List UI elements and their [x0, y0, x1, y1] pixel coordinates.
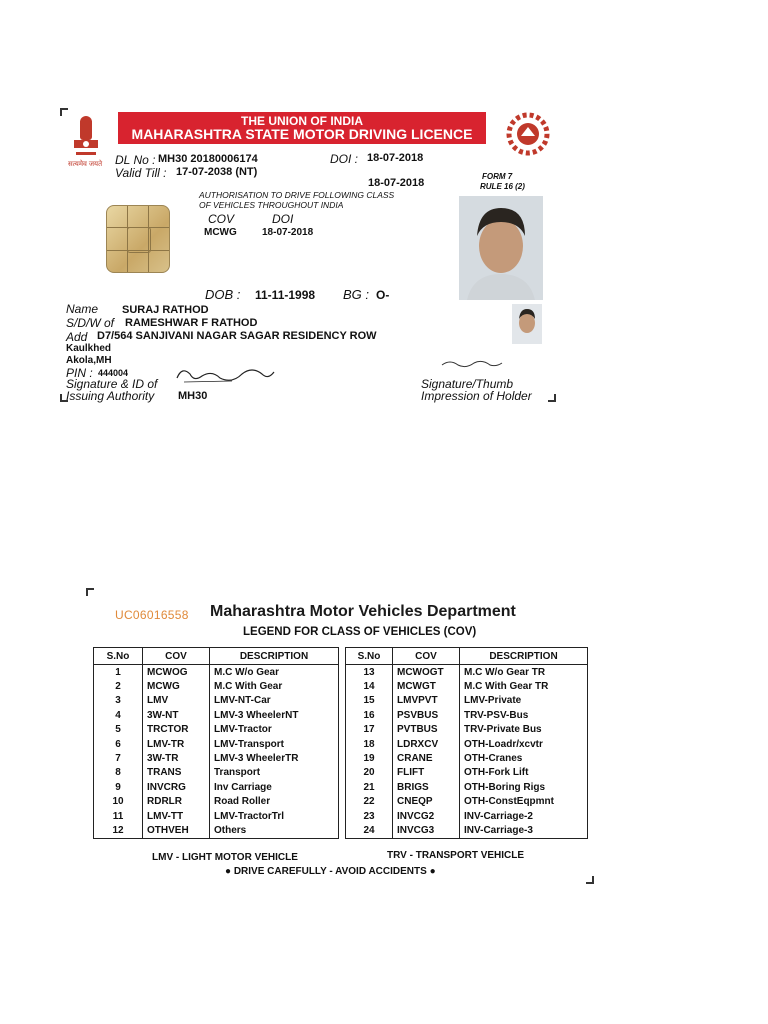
blood-group-value: O- — [376, 288, 390, 302]
pin-label: PIN : — [66, 366, 93, 380]
description-cell: LMV-NT-Car — [210, 694, 339, 708]
sno-cell: 24 — [346, 823, 393, 838]
cov-heading: COV — [208, 212, 235, 226]
description-cell: LMV-3 WheelerNT — [210, 708, 339, 722]
sno-cell: 10 — [94, 795, 143, 809]
sno-cell: 8 — [94, 766, 143, 780]
address-line3: Akola,MH — [66, 355, 112, 366]
description-cell: INV-Carriage-3 — [460, 823, 588, 838]
cov-table-left — [93, 647, 339, 839]
sno-cell: 1 — [94, 665, 143, 680]
licence-banner — [118, 112, 486, 144]
sno-cell: 13 — [346, 665, 393, 680]
table-row — [346, 795, 588, 809]
authorisation-line2: OF VEHICLES THROUGHOUT INDIA — [199, 200, 344, 210]
cov-doi-value: 18-07-2018 — [262, 227, 314, 238]
description-cell: M.C W/o Gear — [210, 665, 339, 680]
description-cell: M.C With Gear TR — [460, 679, 588, 693]
table-row — [346, 665, 588, 680]
sno-cell: 20 — [346, 766, 393, 780]
department-title: Maharashtra Motor Vehicles Department — [210, 603, 516, 620]
sno-cell: 7 — [94, 751, 143, 765]
table-row — [94, 795, 339, 809]
cov-cell: LDRXCV — [393, 737, 460, 751]
sno-cell: 19 — [346, 751, 393, 765]
cov-cell: BRIGS — [393, 780, 460, 794]
holder-photo — [459, 196, 543, 300]
table-row — [94, 737, 339, 751]
description-cell: OTH-Fork Lift — [460, 766, 588, 780]
description-cell: OTH-Cranes — [460, 751, 588, 765]
cov-cell: MCWG — [143, 679, 210, 693]
description-cell: TRV-PSV-Bus — [460, 708, 588, 722]
cov-cell: PVTBUS — [393, 723, 460, 737]
dob-value: 11-11-1998 — [255, 288, 316, 302]
cov-doi-heading: DOI — [272, 212, 294, 226]
card-serial-code: UC06016558 — [115, 608, 189, 622]
table-row — [346, 751, 588, 765]
sno-cell: 3 — [94, 694, 143, 708]
description-cell: OTH-Boring Rigs — [460, 780, 588, 794]
emblem-caption: सत्यमेव जयते — [68, 161, 103, 168]
table-row — [346, 737, 588, 751]
cov-cell: INVCG2 — [393, 809, 460, 823]
table-row — [94, 751, 339, 765]
cov-cell: TRCTOR — [143, 723, 210, 737]
header-cov: COV — [393, 648, 460, 665]
dl-no-value: MH30 20180006174 — [158, 153, 258, 165]
description-cell: M.C With Gear — [210, 679, 339, 693]
table-row — [94, 780, 339, 794]
holder-signature-label1: Signature/Thumb — [421, 377, 514, 391]
cov-cell: 3W-TR — [143, 751, 210, 765]
table-row — [346, 766, 588, 780]
description-cell: Others — [210, 823, 339, 838]
cov-cell: INVCRG — [143, 780, 210, 794]
sno-cell: 18 — [346, 737, 393, 751]
sdw-label: S/D/W of — [66, 316, 115, 330]
cov-cell: MCWOG — [143, 665, 210, 680]
doi-label: DOI : — [330, 152, 359, 166]
description-cell: INV-Carriage-2 — [460, 809, 588, 823]
table-row — [94, 766, 339, 780]
description-cell: OTH-Loadr/xcvtr — [460, 737, 588, 751]
cov-cell: LMV-TT — [143, 809, 210, 823]
sno-cell: 11 — [94, 809, 143, 823]
corner-mark — [548, 394, 556, 402]
table-row — [94, 679, 339, 693]
table-row — [346, 780, 588, 794]
cov-cell: LMVPVT — [393, 694, 460, 708]
cov-cell: OTHVEH — [143, 823, 210, 838]
issuing-signature-label1: Signature & ID of — [66, 377, 158, 391]
form-number: FORM 7 — [482, 172, 513, 181]
description-cell: LMV-Private — [460, 694, 588, 708]
sno-cell: 15 — [346, 694, 393, 708]
description-cell: Transport — [210, 766, 339, 780]
sno-cell: 5 — [94, 723, 143, 737]
cov-cell: RDRLR — [143, 795, 210, 809]
sno-cell: 4 — [94, 708, 143, 722]
valid-till-value: 17-07-2038 (NT) — [176, 166, 258, 178]
dob-label: DOB : — [205, 287, 241, 302]
table-row — [94, 723, 339, 737]
sno-cell: 23 — [346, 809, 393, 823]
description-cell: M.C W/o Gear TR — [460, 665, 588, 680]
smart-chip — [106, 205, 170, 273]
corner-mark — [586, 876, 594, 884]
table-row — [94, 809, 339, 823]
sno-cell: 14 — [346, 679, 393, 693]
description-cell: LMV-3 WheelerTR — [210, 751, 339, 765]
address-line2: Kaulkhed — [66, 343, 112, 354]
dl-no-label: DL No : — [115, 153, 156, 167]
header-description: DESCRIPTION — [460, 648, 588, 665]
table-row — [346, 823, 588, 838]
sno-cell: 12 — [94, 823, 143, 838]
cov-table-right — [345, 647, 588, 839]
table-row — [346, 809, 588, 823]
description-cell: LMV-Transport — [210, 737, 339, 751]
header-sno: S.No — [94, 648, 143, 665]
sno-cell: 16 — [346, 708, 393, 722]
table-row — [346, 694, 588, 708]
union-of-india: THE UNION OF INDIA — [241, 114, 363, 128]
cov-cell: MCWGT — [393, 679, 460, 693]
table-row — [346, 679, 588, 693]
sno-cell: 9 — [94, 780, 143, 794]
sno-cell: 21 — [346, 780, 393, 794]
description-cell: LMV-TractorTrl — [210, 809, 339, 823]
sno-cell: 6 — [94, 737, 143, 751]
cov-cell: FLIFT — [393, 766, 460, 780]
drive-carefully-note: ● DRIVE CAREFULLY - AVOID ACCIDENTS ● — [225, 866, 436, 877]
national-emblem — [66, 114, 106, 164]
issuing-signature-label2: Issuing Authority — [66, 389, 155, 403]
cov-cell: TRANS — [143, 766, 210, 780]
legend-title: LEGEND FOR CLASS OF VEHICLES (COV) — [243, 626, 477, 638]
name-label: Name — [66, 302, 99, 316]
sno-cell: 2 — [94, 679, 143, 693]
cov-cell: CRANE — [393, 751, 460, 765]
table-row — [346, 723, 588, 737]
cov-cell: LMV — [143, 694, 210, 708]
valid-till-label: Valid Till : — [115, 166, 167, 180]
header-description: DESCRIPTION — [210, 648, 339, 665]
sno-cell: 22 — [346, 795, 393, 809]
cov-cell: 3W-NT — [143, 708, 210, 722]
issuing-authority-value: MH30 — [178, 390, 208, 402]
cov-cell: PSVBUS — [393, 708, 460, 722]
trv-note: TRV - TRANSPORT VEHICLE — [387, 850, 525, 861]
rule-number: RULE 16 (2) — [480, 182, 525, 191]
holder-photo-small — [512, 304, 542, 344]
table-row — [94, 708, 339, 722]
cov-cell: MCWOGT — [393, 665, 460, 680]
description-cell: TRV-Private Bus — [460, 723, 588, 737]
table-row — [94, 823, 339, 838]
header-sno: S.No — [346, 648, 393, 665]
authorisation-line1: AUTHORISATION TO DRIVE FOLLOWING CLASS — [199, 190, 395, 200]
cov-cell: CNEQP — [393, 795, 460, 809]
description-cell: Road Roller — [210, 795, 339, 809]
address-line1: D7/564 SANJIVANI NAGAR SAGAR RESIDENCY ROW — [97, 330, 377, 342]
table-row — [94, 694, 339, 708]
cov-value: MCWG — [204, 227, 237, 238]
table-row — [94, 665, 339, 680]
header-cov: COV — [143, 648, 210, 665]
doi-value: 18-07-2018 — [367, 152, 424, 164]
transport-logo-icon — [506, 112, 550, 156]
authority-signature — [172, 362, 277, 388]
description-cell: Inv Carriage — [210, 780, 339, 794]
blood-group-label: BG : — [343, 287, 370, 302]
sno-cell: 17 — [346, 723, 393, 737]
cov-cell: INVCG3 — [393, 823, 460, 838]
cov-cell: LMV-TR — [143, 737, 210, 751]
sdw-value: RAMESHWAR F RATHOD — [125, 317, 258, 329]
second-date: 18-07-2018 — [368, 177, 425, 189]
pin-value: 444004 — [98, 368, 129, 378]
licence-title: MAHARASHTRA STATE MOTOR DRIVING LICENCE — [131, 126, 473, 142]
holder-signature-label2: Impression of Holder — [421, 389, 532, 403]
description-cell: LMV-Tractor — [210, 723, 339, 737]
lmv-note: LMV - LIGHT MOTOR VEHICLE — [152, 852, 298, 863]
corner-mark — [86, 588, 94, 596]
address-label: Add — [66, 330, 88, 344]
table-row — [346, 708, 588, 722]
holder-signature — [440, 356, 504, 368]
name-value: SURAJ RATHOD — [122, 304, 209, 316]
description-cell: OTH-ConstEqpmnt — [460, 795, 588, 809]
